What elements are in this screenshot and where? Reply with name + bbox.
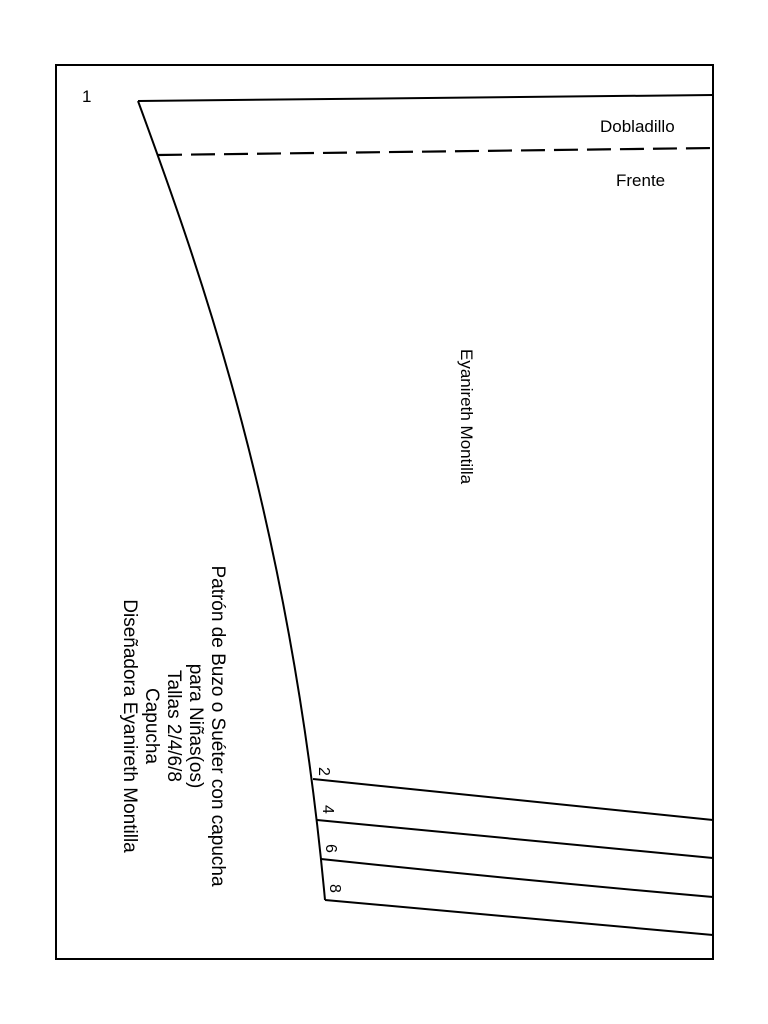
front-label: Frente <box>616 171 666 190</box>
page-number: 1 <box>82 87 92 106</box>
title-line-5: Diseñadora Eyanireth Montilla <box>119 599 140 853</box>
size-mark-8: 8 <box>326 884 343 893</box>
size-line-4 <box>317 820 713 858</box>
designer-watermark: Eyanireth Montilla <box>457 349 476 485</box>
size-line-8 <box>325 900 713 935</box>
page-frame <box>56 65 713 959</box>
pattern-top-edge <box>138 95 713 101</box>
size-mark-2: 2 <box>315 767 332 776</box>
title-line-1: Patrón de Buzo o Suéter con capucha <box>207 565 228 887</box>
size-mark-6: 6 <box>322 844 339 853</box>
size-line-2 <box>313 779 713 820</box>
size-mark-4: 4 <box>319 805 336 814</box>
size-line-6 <box>321 859 713 897</box>
title-line-3: Tallas 2/4/6/8 <box>163 670 184 782</box>
title-block <box>119 565 228 887</box>
title-line-2: para Niñas(os) <box>185 663 206 789</box>
hem-fold-line <box>158 148 713 155</box>
hem-label: Dobladillo <box>600 117 675 136</box>
title-line-4: Capucha <box>141 687 162 765</box>
